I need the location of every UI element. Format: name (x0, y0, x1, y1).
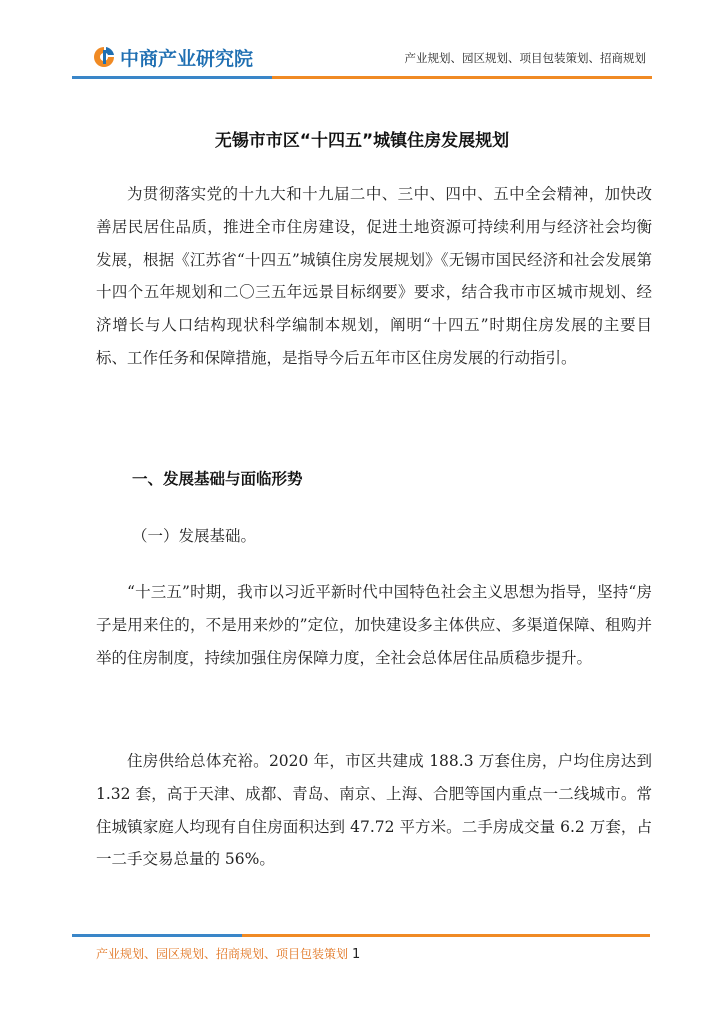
logo-icon (92, 45, 116, 69)
company-logo (92, 42, 253, 72)
subsection-heading: （一）发展基础。 (132, 527, 257, 545)
section-heading: 一、发展基础与面临形势 (132, 470, 303, 488)
header-divider-blue (72, 76, 272, 79)
header-divider-orange (272, 76, 652, 79)
footer-tagline: 产业规划、园区规划、招商规划、项目包装策划 (96, 947, 349, 961)
page-number: 1 (352, 947, 361, 962)
header-tagline: 产业规划、园区规划、项目包装策划、招商规划 (404, 51, 646, 65)
logo-text: 中商产业研究院 (120, 47, 254, 70)
paragraph-development: “十三五”时期，我市以习近平新时代中国特色社会主义思想为指导，坚持“房子是用来住的，不是用来炒的”定位，加快建设多主体供应、多渠道保障、租购并举的住房制度，持续加强住房保障力度，全社会总体居住品质稳步提升。 (96, 583, 652, 667)
document-title: 无锡市市区“十四五”城镇住房发展规划 (214, 131, 510, 151)
page-header (0, 0, 724, 90)
footer-divider-orange (242, 934, 650, 937)
footer-divider-blue (72, 934, 242, 937)
page-footer (96, 945, 360, 962)
intro-paragraph: 为贯彻落实党的十九大和十九届二中、三中、四中、五中全会精神，加快改善居民居住品质，推进全市住房建设，促进土地资源可持续利用与经济社会均衡发展，根据《江苏省“十四五”城镇住房发展规划》《无锡市国民经济和社会发展第十四个五年规划和二〇三五年远景目标纲要》要求，结合我市市区城市规划、经济增长与人口结构现状科学编制本规划，阐明“十四五”时期住房发展的主要目标、工作任务和保障措施，是指导今后五年市区住房发展的行动指引。 (96, 185, 652, 367)
paragraph-housing-supply: 住房供给总体充裕。2020 年，市区共建成 188.3 万套住房，户均住房达到 1.32 套，高于天津、成都、青岛、南京、上海、合肥等国内重点一二线城市。常住城镇家庭人均现有自住房面积达到 47.72 平方米。二手房成交量 6.2 万套，占一二手交易总量的 56%。 (96, 752, 652, 869)
